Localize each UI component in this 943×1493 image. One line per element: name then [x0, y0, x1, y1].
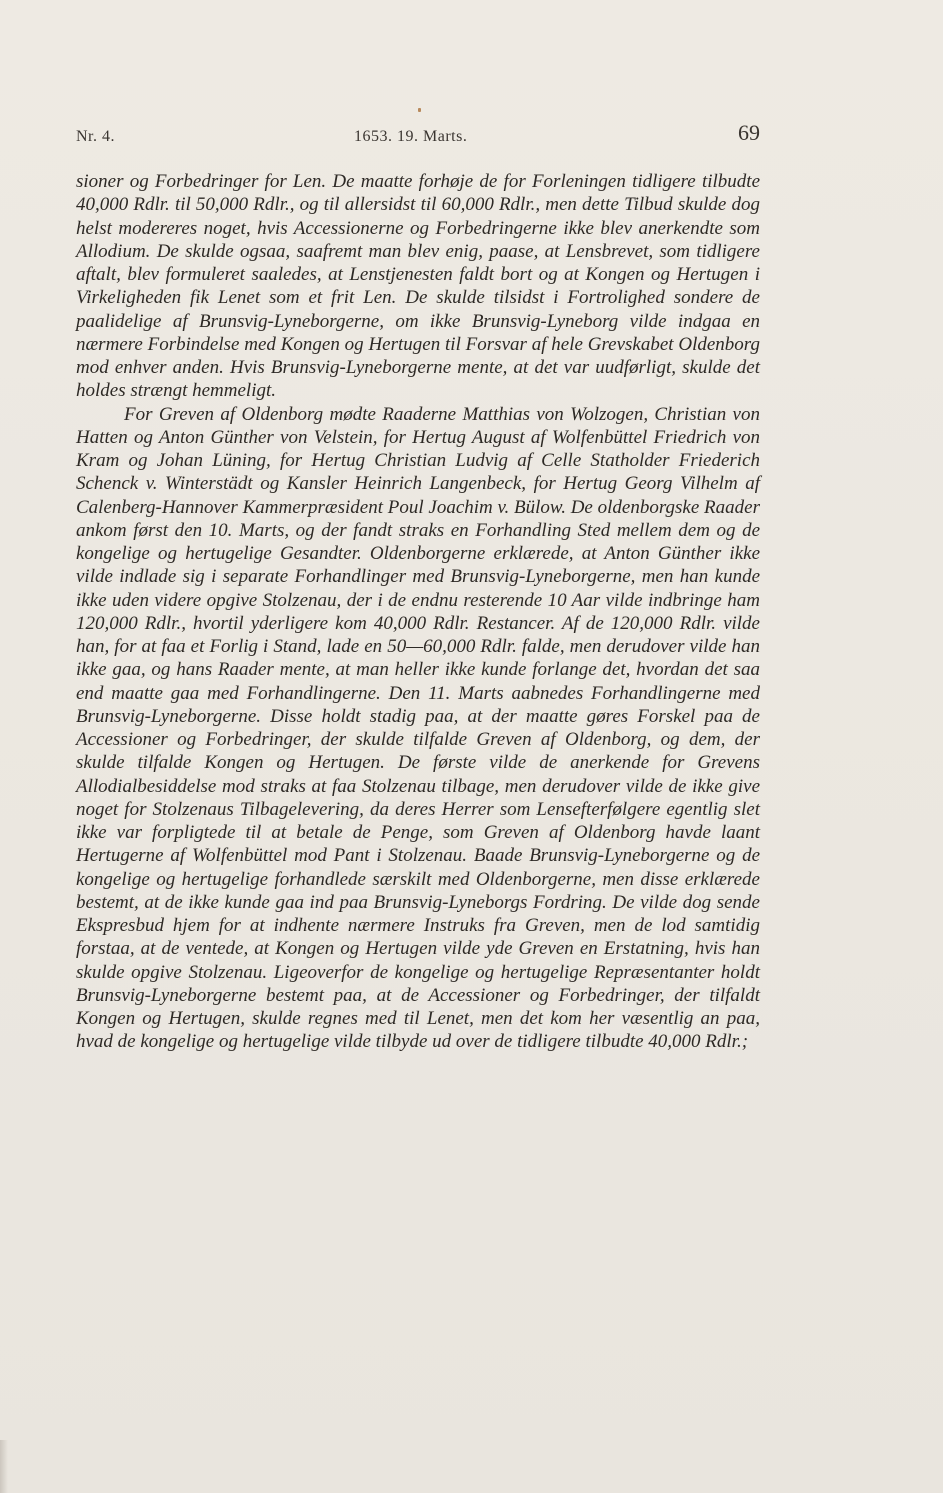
paragraph-negotiations: For Greven af Oldenborg mødte Raaderne Matthias von Wolzogen, Christian von Hatten og Anton Günther von Velstein, for Hertug August af Wolfenbüttel Friedrich von Kram og Johan Lüning, for Hertug Christian Ludvig af Celle Statholder Friederich Schenck v. Winterstädt og Kansler Heinrich Langenbeck, for Hertug Georg Vilhelm af Calenberg-Hannover Kammerpræsident Poul Joachim v. Bülow. De oldenborgske Raader ankom først den 10. Marts, og der fandt straks en Forhandling Sted mellem dem og de kongelige og hertugelige Gesandter. Oldenborgerne erklærede, at Anton Günther ikke vilde indlade sig i separate Forhandlinger med Brunsvig-Lyneborgerne, men han kunde ikke uden videre opgive Stolzenau, der i de endnu resterende 10 Aar vilde indbringe ham 120,000 Rdlr., hvortil yderligere kom 40,000 Rdlr. Restancer. Af de 120,000 Rdlr. vilde han, for at faa et Forlig i Stand, lade en 50—60,000 Rdlr. falde, men derudover vilde han ikke gaa, og hans Raader mente, at man heller ikke kunde forlange det, hvordan det saa end maatte gaa med Forhandlingerne. Den 11. Marts aabnedes Forhandlingerne med Brunsvig-Lyneborgerne. Disse holdt stadig paa, at der maatte gøres Forskel paa de Accessioner og Forbedringer, der skulde tilfalde Greven af Oldenborg, og dem, der skulde tilfalde Kongen og Hertugen. De første vilde de anerkende for Grevens Allodialbesiddelse mod straks at faa Stolzenau tilbage, men derudover vilde de ikke give noget for Stolzenaus Tilbagelevering, da deres Herrer som Lensefterfølgere egentlig slet ikke var forpligtede til at betale de Penge, som Greven af Oldenborg havde laant Hertugerne af Wolfenbüttel mod Pant i Stolzenau. Baade Brunsvig-Lyneborgerne og de kongelige og hertugelige forhandlede særskilt med Oldenborgerne, men disse erklærede bestemt, at de ikke kunde gaa ind paa Brunsvig-Lyneborgs Fordring. De vilde dog sende Ekspresbud hjem for at indhente nærmere Instruks fra Greven, men de lod samtidig forstaa, at de ventede, at Kongen og Hertugen vilde yde Greven en Erstatning, hvis han skulde opgive Stolzenau. Ligeoverfor de kongelige og hertugelige Repræsentanter holdt Brunsvig-Lyneborgerne bestemt paa, at de Accessioner og Forbedringer, der tilfaldt Kongen og Hertugen, skulde regnes med til Lenet, men det kom her væsentlig an paa, hvad de kongelige og hertugelige vilde tilbyde ud over de tidligere tilbudte 40,000 Rdlr.;	[76, 403, 760, 1053]
ink-speck	[418, 108, 421, 112]
body-text	[76, 170, 760, 1054]
running-header	[76, 120, 760, 154]
page-number: 69	[738, 120, 760, 145]
page-edge-shadow	[0, 1440, 8, 1493]
issue-number: Nr. 4.	[76, 128, 115, 145]
paragraph-continued: sioner og Forbedringer for Len. De maatte forhøje de for Forleningen tidligere tilbudte 40,000 Rdlr. til 50,000 Rdlr., og til allersidst til 60,000 Rdlr., men dette Tilbud skulde dog helst modereres noget, hvis Accessionerne og Forbedringerne ikke blev anerkendte som Allodium. De skulde ogsaa, saafremt man blev enig, paase, at Lensbrevet, som tidligere aftalt, blev formuleret saaledes, at Lenstjenesten faldt bort og at Kongen og Hertugen i Virkeligheden fik Lenet som et frit Len. De skulde tilsidst i Fortrolighed sondere de paalidelige af Brunsvig-Lyneborgerne, om ikke Brunsvig-Lyneborg vilde indgaa en nærmere Forbindelse med Kongen og Hertugen til Forsvar af hele Grevskabet Oldenborg mod enhver anden. Hvis Brunsvig-Lyneborgerne mente, at det var uudførligt, skulde det holdes strængt hemmeligt.	[76, 171, 760, 402]
header-date: 1653. 19. Marts.	[354, 128, 468, 145]
